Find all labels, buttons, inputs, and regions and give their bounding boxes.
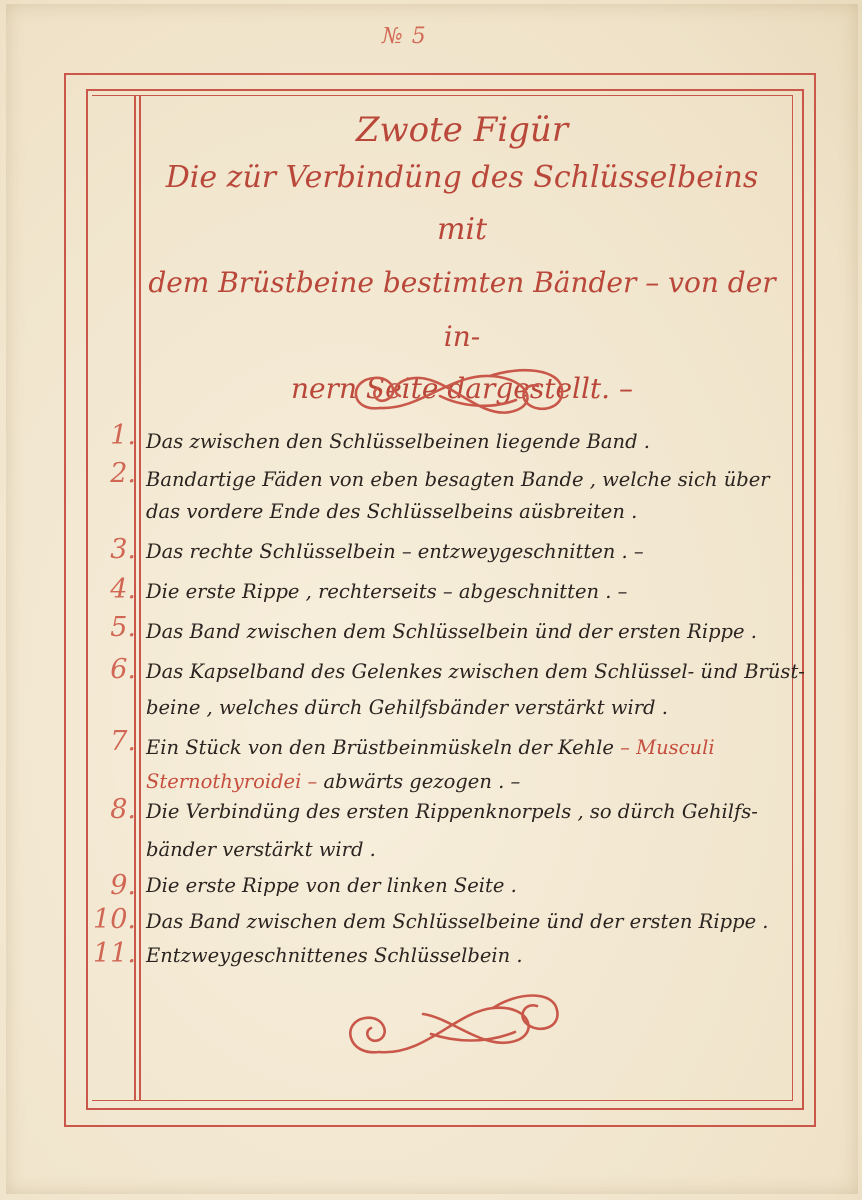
item-text-german: Ein Stück von den Brüstbeinmüskeln der Kehle — [146, 736, 614, 759]
frame-inner-top — [86, 89, 804, 91]
frame-inner-bottom — [86, 1108, 804, 1110]
item-text: Die erste Rippe , rechterseits – abgeschnitten . – — [146, 580, 628, 603]
item-number: 1. — [110, 420, 136, 451]
item-text: Entzweygeschnittenes Schlüsselbein . — [146, 944, 523, 967]
item-text: Das Kapselband des Gelenkes zwischen dem Schlüssel- ünd Brüst- — [146, 660, 805, 683]
flourish-bottom — [335, 982, 575, 1062]
item-text-continued: das vordere Ende des Schlüsselbeins aüsbreiten . — [146, 500, 638, 523]
item-text-continued: bänder verstärkt wird . — [146, 838, 376, 861]
item-number: 6. — [110, 654, 136, 685]
title-line-3: dem Brüstbeine bestimten Bänder – von der in- — [148, 266, 776, 353]
item-number: 2. — [110, 458, 136, 489]
item-number: 10. — [93, 904, 136, 935]
item-text-german-continued: abwärts gezogen . – — [323, 770, 521, 793]
item-number: 8. — [110, 794, 136, 825]
folio-number: № 5 — [382, 24, 427, 49]
figure-title: Zwote Figür — [355, 110, 569, 150]
item-text: Das Band zwischen dem Schlüsselbein ünd der ersten Rippe . — [146, 620, 757, 643]
item-text: Die Verbindüng des ersten Rippenknorpels , so dürch Gehilfs- — [146, 800, 758, 823]
item-text: Bandartige Fäden von eben besagten Bande , welche sich über — [146, 468, 770, 491]
item-text: Die erste Rippe von der linken Seite . — [146, 874, 517, 897]
item-number: 5. — [110, 612, 136, 643]
frame-outer-top — [64, 73, 816, 75]
item-text-continued — [146, 770, 520, 793]
frame-outer-bottom — [64, 1125, 816, 1127]
frame-inner-left — [86, 89, 88, 1109]
item-text-continued: beine , welches dürch Gehilfsbänder verstärkt wird . — [146, 696, 668, 719]
item-text: Das Band zwischen dem Schlüsselbeine ünd der ersten Rippe . — [146, 910, 769, 933]
frame-inner2-top — [92, 95, 792, 96]
flourish-top — [340, 360, 580, 430]
item-text: Das zwischen den Schlüsselbeinen liegende Band . — [146, 430, 650, 453]
frame-outer-right — [814, 73, 816, 1127]
margin-rule-right — [139, 95, 141, 1101]
title-line-2: Die zür Verbindüng des Schlüsselbeins mit — [165, 160, 759, 247]
latin-muscle-name-continued: Sternothyroidei – — [146, 770, 318, 793]
latin-muscle-name: – Musculi — [620, 736, 715, 759]
item-text — [146, 736, 715, 759]
item-text: Das rechte Schlüsselbein – entzweygeschnitten . – — [146, 540, 644, 563]
item-number: 7. — [110, 726, 136, 757]
frame-inner-right — [802, 89, 804, 1109]
frame-inner2-bottom — [92, 1100, 792, 1101]
item-number: 11. — [93, 938, 136, 969]
frame-inner2-right — [792, 95, 793, 1101]
item-number: 9. — [110, 870, 136, 901]
title-line-4: nern Seite dargestellt. – — [290, 372, 633, 405]
frame-outer-left — [64, 73, 66, 1127]
item-number: 4. — [110, 574, 136, 605]
item-number: 3. — [110, 534, 136, 565]
